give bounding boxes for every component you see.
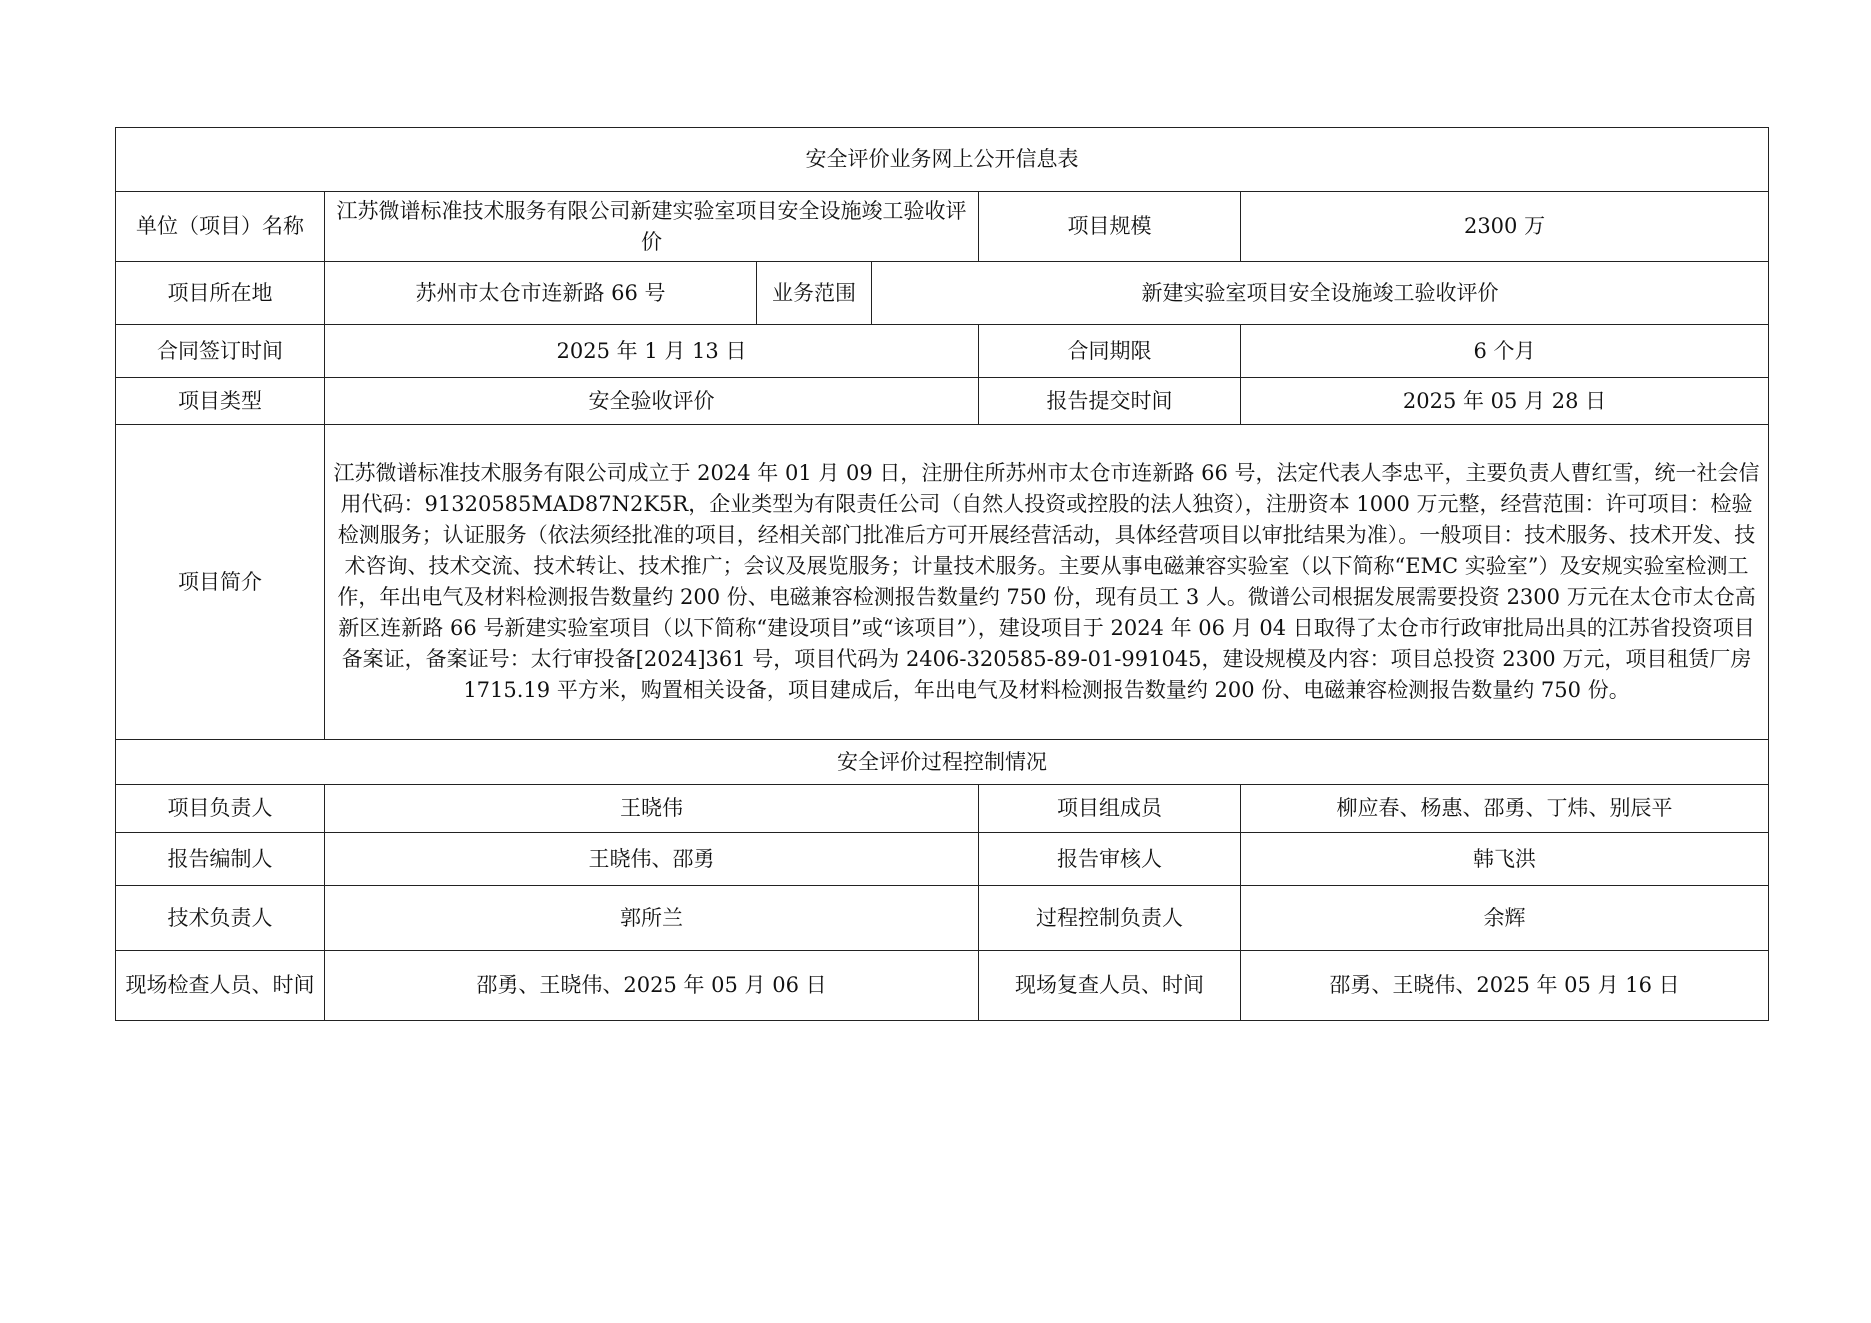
members-label: 项目组成员 (979, 785, 1241, 833)
scale-label: 项目规模 (979, 192, 1241, 262)
table-row (116, 951, 1769, 1021)
recheck-value: 邵勇、王晓伟、2025 年 05 月 16 日 (1241, 951, 1769, 1021)
author-value: 王晓伟、邵勇 (325, 833, 979, 886)
table-row (116, 785, 1769, 833)
leader-label: 项目负责人 (116, 785, 325, 833)
tech-value: 郭所兰 (325, 886, 979, 951)
table-row (116, 262, 1769, 325)
submit-label: 报告提交时间 (979, 378, 1241, 425)
type-value: 安全验收评价 (325, 378, 979, 425)
inspect-label: 现场检查人员、时间 (116, 951, 325, 1021)
table-row (116, 425, 1769, 740)
table-row (116, 886, 1769, 951)
tech-label: 技术负责人 (116, 886, 325, 951)
scope-value: 新建实验室项目安全设施竣工验收评价 (872, 262, 1769, 325)
leader-value: 王晓伟 (325, 785, 979, 833)
period-value: 6 个月 (1241, 325, 1769, 378)
table-row (116, 378, 1769, 425)
scope-label: 业务范围 (757, 262, 872, 325)
location-label: 项目所在地 (116, 262, 325, 325)
contract-label: 合同签订时间 (116, 325, 325, 378)
type-label: 项目类型 (116, 378, 325, 425)
control-value: 余辉 (1241, 886, 1769, 951)
table-row (116, 740, 1769, 785)
table-row (116, 192, 1769, 262)
period-label: 合同期限 (979, 325, 1241, 378)
intro-value: 江苏微谱标准技术服务有限公司成立于 2024 年 01 月 09 日，注册住所苏州市太仓市连新路 66 号，法定代表人李忠平，主要负责人曹红雪，统一社会信用代码：91320585MAD87N2K5R，企业类型为有限责任公司（自然人投资或控股的法人独资），注册资本 1000 万元整，经营范围：许可项目：检验检测服务；认证服务（依法须经批准的项目，经相关部门批准后方可开展经营活动，具体经营项目以审批结果为准）。一般项目：技术服务、技术开发、技术咨询、技术交流、技术转让、技术推广；会议及展览服务；计量技术服务。主要从事电磁兼容实验室（以下简称“EMC 实验室”）及安规实验室检测工作，年出电气及材料检测报告数量约 200 份、电磁兼容检测报告数量约 750 份，现有员工 3 人。微谱公司根据发展需要投资 2300 万元在太仓市太仓高新区连新路 66 号新建实验室项目（以下简称“建设项目”或“该项目”），建设项目于 2024 年 06 月 04 日取得了太仓市行政审批局出具的江苏省投资项目备案证，备案证号：太行审投备[2024]361 号，项目代码为 2406-320585-89-01-991045，建设规模及内容：项目总投资 2300 万元，项目租赁厂房 1715.19 平方米，购置相关设备，项目建成后，年出电气及材料检测报告数量约 200 份、电磁兼容检测报告数量约 750 份。 (325, 425, 1769, 740)
unit-value: 江苏微谱标准技术服务有限公司新建实验室项目安全设施竣工验收评价 (325, 192, 979, 262)
reviewer-label: 报告审核人 (979, 833, 1241, 886)
scale-value: 2300 万 (1241, 192, 1769, 262)
author-label: 报告编制人 (116, 833, 325, 886)
reviewer-value: 韩飞洪 (1241, 833, 1769, 886)
table-row (116, 128, 1769, 192)
info-table (115, 127, 1769, 1021)
recheck-label: 现场复查人员、时间 (979, 951, 1241, 1021)
location-value: 苏州市太仓市连新路 66 号 (325, 262, 757, 325)
table-row (116, 325, 1769, 378)
table-row (116, 833, 1769, 886)
process-title: 安全评价过程控制情况 (116, 740, 1769, 785)
inspect-value: 邵勇、王晓伟、2025 年 05 月 06 日 (325, 951, 979, 1021)
members-value: 柳应春、杨惠、邵勇、丁炜、别辰平 (1241, 785, 1769, 833)
contract-value: 2025 年 1 月 13 日 (325, 325, 979, 378)
control-label: 过程控制负责人 (979, 886, 1241, 951)
intro-label: 项目简介 (116, 425, 325, 740)
unit-label: 单位（项目）名称 (116, 192, 325, 262)
submit-value: 2025 年 05 月 28 日 (1241, 378, 1769, 425)
table-title: 安全评价业务网上公开信息表 (116, 128, 1769, 192)
